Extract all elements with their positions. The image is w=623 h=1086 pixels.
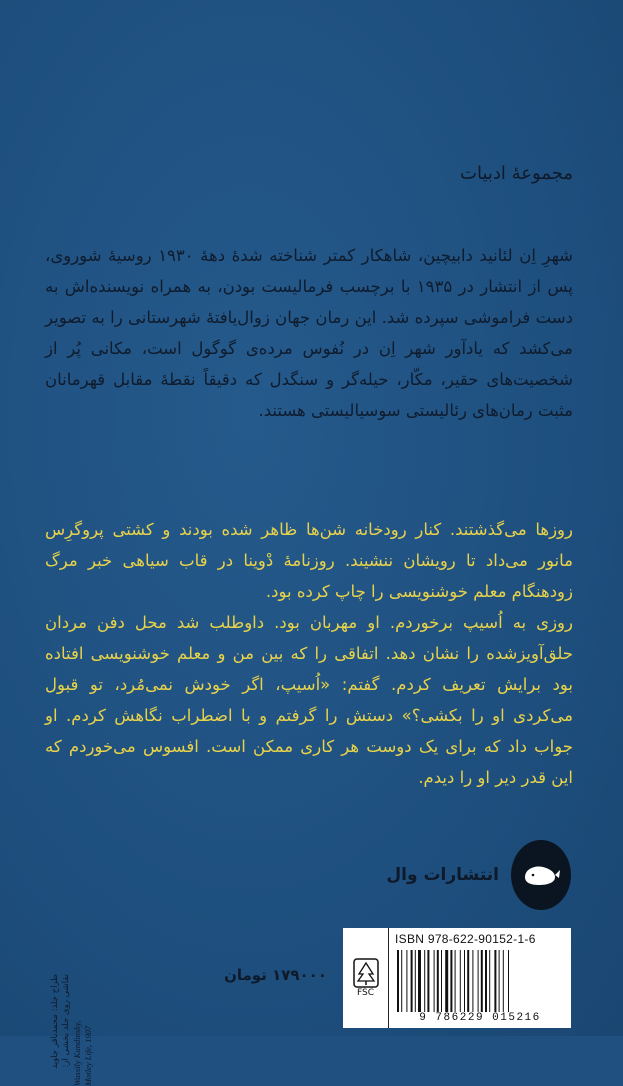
barcode-panel [343,928,571,1028]
fsc-label: FSC [356,988,374,998]
barcode-digits: 9 786229 015216 [419,1012,541,1024]
credit-painting-note: نقاشی روی جلد بخشی از: [61,974,71,1068]
fsc-logo [343,928,389,1028]
book-blurb [45,240,573,426]
whale-icon [511,840,571,910]
barcode-bars [395,950,565,1012]
blurb-paragraph: شهرِ اِن لئانید دابیچین، شاهکار کمتر شناخته شدهٔ دههٔ ۱۹۳۰ روسیهٔ شوروی، پس از انتشار در ۱۹۳۵ با برچسب فرمالیست بودن، به همراه نویسنده‌اش به دست فراموشی سپرده شد. این رمان جهان زوال‌یافتهٔ شهرستانی را به تصویر می‌کشد که یادآور شهر اِن در نُفوس مرده‌ی گوگول است، مکانی پُر از شخصیت‌های حقیر، مکّار، حیله‌گر و سنگدل که دقیقاً نقطهٔ مقابل قهرمانان مثبت رمان‌های رئالیستی سوسیالیستی هستند. [45,246,573,420]
barcode-area [389,928,571,1028]
excerpt-paragraph-1: روزها می‌گذشتند. کنار رودخانه شن‌ها ظاهر شده بودند و کشتی پروگرِس مانور می‌داد تا رویشان ننشیند. روزنامهٔ دْوینا در قاب سیاهی خبر مرگ زودهنگام معلم خوشنویسی را چاپ کرده بود. [45,520,573,601]
isbn-number: ISBN 978-622-90152-1-6 [395,932,536,946]
credit-work: Motley Life, 1907 [83,1025,93,1086]
cover-credit [50,974,120,1086]
book-excerpt [45,514,573,793]
price-label: ۱۷۹۰۰۰ تومان [224,966,327,984]
publisher-name: انتشارات وال [386,865,499,885]
publisher-block [386,840,571,910]
tree-icon [353,958,379,988]
series-title: مجموعهٔ ادبیات [460,163,573,184]
credit-designer: طراح جلد: محمدباقر جاوید [50,974,60,1069]
credit-artist: Wassily Kandinsky, [72,1020,82,1086]
excerpt-paragraph-2: روزی به اُسیپ برخوردم. او مهربان بود. داوطلب شد محل دفن مردان حلق‌آویزشده را نشان دهد. اتفاقی را که بین من و معلم خوشنویسی افتاده بود برایش تعریف کردم. گفتم: «اُسیپ، اگر خودش نمی‌مُرد، تو قبول می‌کردی او را بکشی؟» دستش را گرفتم و با اضطراب نگاهش کردم. او جواب داد که برای یک دوست هر کاری ممکن است. افسوس می‌خوردم که این قدر دیر او را دیدم. [45,613,573,787]
